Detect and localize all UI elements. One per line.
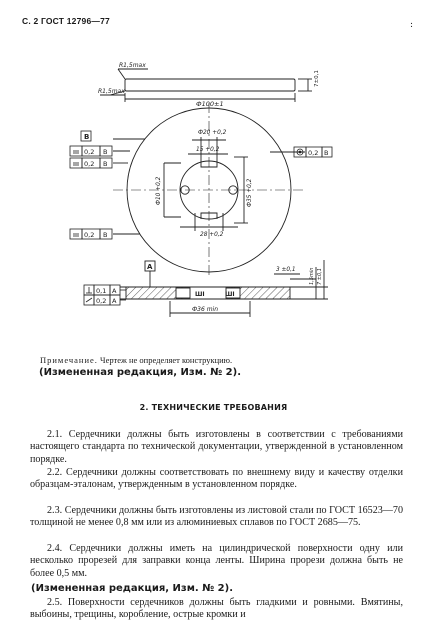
dim-36-label: Ф36 min (192, 306, 219, 313)
tol-4-value: 0,2 (308, 149, 319, 157)
outer-diameter-label: Ф100±1 (196, 100, 224, 108)
dim-7-label: 7 ±0,1 (317, 268, 323, 285)
dim-15-label: 15 +0,2 (196, 147, 220, 153)
side-view (100, 69, 312, 102)
dim-3-label: 3 ±0,1 (276, 267, 296, 273)
paragraph-2-4: 2.4. Сердечники должны иметь на цилиндрической поверхности одну или несколько прорезей для заправки конца ленты. Ширина прорези должна быть не более 0,5 мм. (30, 543, 403, 579)
paragraph-2-3: 2.3. Сердечники должны быть изготовлены из листовой стали по ГОСТ 16523—70 толщиной не менее 0,8 мм или из алюминиевых сплавов по ГОСТ 2685—75. (30, 505, 403, 529)
dim-1-5-label: 1,5min (309, 267, 315, 285)
tol-1-value: 0,2 (84, 148, 95, 156)
tol-1-datum: В (103, 148, 108, 156)
tol-3-value: 0,2 (84, 231, 95, 239)
note-lead: Примечание. (40, 355, 98, 365)
amendment-note-2: (Измененная редакция, Изм. № 2). (31, 583, 234, 594)
dim-10-label: Ф10 +0,2 (156, 176, 162, 205)
tol-7-datum: А (112, 297, 117, 305)
technical-drawing (0, 55, 427, 345)
radius-left-label: R1,5max (98, 88, 125, 95)
dim-20-label: Ф20 +0,2 (198, 130, 227, 136)
paragraph-2-5: 2.5. Поверхности сердечников должны быть гладкими и ровными. Вмятины, выбоины, трещины, коробление, острые кромки и (30, 597, 403, 621)
tol-3-datum: В (103, 231, 108, 239)
tol-6-value: 0,1 (96, 287, 107, 295)
note-text: Чертеж не определяет конструкцию. (97, 355, 233, 365)
dim-35-label: Ф35 +0,2 (247, 178, 253, 207)
tol-2-datum: В (103, 160, 108, 168)
thickness-label: 7±0,1 (314, 70, 320, 87)
paragraph-2-1: 2.1. Сердечники должны быть изготовлены в соответствии с требованиями настоящего стандарта по технической документации, утвержденной в установленном порядке. (30, 429, 403, 465)
page-header: С. 2 ГОСТ 12796—77 (22, 16, 110, 26)
radius-top-label: R1,5max (119, 62, 146, 69)
tol-7-value: 0,2 (96, 297, 107, 305)
section-mark-2: ШI (225, 291, 235, 298)
drawing-note (40, 355, 232, 365)
datum-b-label: В (84, 133, 90, 141)
paragraph-2-2: 2.2. Сердечники должны соответствовать по внешнему виду и качеству отделки образцам-эталонам, утвержденным в установленном порядке. (30, 467, 403, 491)
dim-28-label: 28 +0,2 (200, 232, 224, 238)
corner-mark: : (410, 20, 414, 30)
section-mark-1: ШI (195, 291, 205, 298)
datum-a-label: А (147, 263, 153, 271)
amendment-note-1: (Измененная редакция, Изм. № 2). (39, 367, 242, 378)
tol-6-datum: А (112, 287, 117, 295)
section-title: 2. ТЕХНИЧЕСКИЕ ТРЕБОВАНИЯ (139, 403, 288, 412)
tol-4-datum: В (324, 149, 329, 157)
tol-2-value: 0,2 (84, 160, 95, 168)
